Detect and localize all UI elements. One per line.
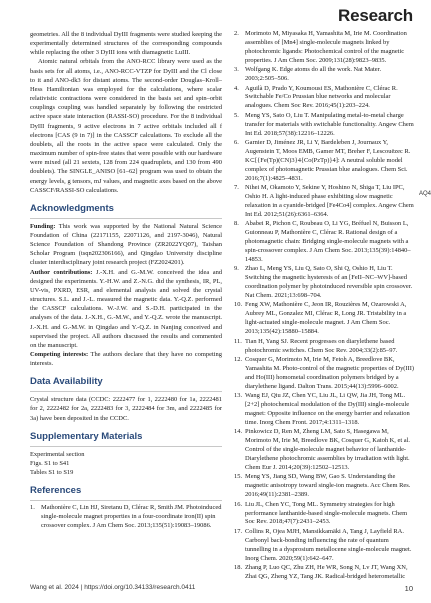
reference-number: 7. <box>234 184 239 192</box>
section-divider <box>30 500 222 501</box>
reference-number: 9. <box>234 265 239 273</box>
reference-item <box>234 184 414 220</box>
supp-item: Experimental section <box>30 450 85 458</box>
author-query-tag: AQ4 <box>419 191 431 197</box>
reference-text: Wolfgang K. Edge atoms do all the work. Nat Mater. 2003;2:505–506. <box>245 66 382 83</box>
data-availability-text: Crystal structure data (CCDC: 2222477 for 1, 2222480 for 1a, 2222481 for 2, 2222482 for 2a, 2222483 for 3, 2222484 for 3m, and 2222485 for 3a) have been deposited in the CCDC. <box>30 396 222 422</box>
reference-number: 4. <box>234 84 239 92</box>
competing-interests-label: Competing interests: <box>30 351 89 358</box>
reference-item <box>234 112 414 139</box>
reference-text: Zhang P, Luo QC, Zhu ZH, He WR, Song N, Lv JT, Wang XN, Zhai QG, Zheng YZ, Tang JK. Radical-bridged heterometallic <box>245 564 408 580</box>
contributions-text: J.-X.H. and G.-M.W. conceived the idea and designed the experiments. Y.-H.W. and Z.-N.G. did the synthesis, IR, PL, UV-vis, PXRD, ESR, and elemental analysis and solved the crystal structures. S.L. and J.-L. measured the magnetic data. Y.-Q.Z. performed the CASSCF calculations. W.-J.W. and S.-D.H. participated in the analyses of the data. J.-X.H., G.-M.W., and Y.-Q.Z. wrote the manuscript. J.-X.H. and G.-M.W. in Qingdao and Y.-Q.Z. in Nanjing conceived and supervised the project. All authors discussed the results and commented on the manuscript. <box>30 268 223 349</box>
reference-number: 8. <box>234 220 239 228</box>
section-heading-supplementary: Supplementary Materials <box>30 430 143 442</box>
reference-text: Tian H, Yang SJ. Recent progresses on diarylethene based photochromic switches. Chem Soc Rev. 2004;33(2):85–97. <box>245 337 398 354</box>
reference-item <box>234 265 414 301</box>
section-divider <box>30 391 222 392</box>
competing-interests-paragraph <box>30 350 222 368</box>
section-divider <box>30 218 222 219</box>
reference-item <box>234 139 414 183</box>
reference-number: 2. <box>234 30 239 37</box>
reference-text: Garnier D, Jiménez JR, Li Y, Bardeleben J, Journaux Y, Augenstein T, Moos EMB, Gamer MT, Breher F, Lescouëzec R. K⊂[{Fe(Tp)(CN)3}4{Co(PzTp)}4]: A neutral soluble model complex of photomagnetic Prussian blue analogues. Chem Sci. 2016;7(1):4825–4831. <box>245 139 411 182</box>
journal-title: Research <box>338 6 413 25</box>
reference-item <box>234 66 414 84</box>
reference-text: Pinkowicz D, Ren M, Zheng LM, Sato S, Hasegawa M, Morimoto M, Irie M, Breedlove BK, Cosquer G, Katoh K, et al. Control of the single-molecule magnet behavior of lanthanide-Diarylethene photochromic assemblies by irradiation with light. Chem Eur J. 2014;20(39):12502–12513. <box>245 428 411 471</box>
reference-text: Collins R, Ojea MJH, Mansikkamäki A, Tang J, Layfield RA. Carbonyl back-bonding influencing the rate of quantum tunnelling in a dysprosium metallocene single-molecule magnet. Inorg Chem. 2020;59(1):642–647. <box>245 527 412 562</box>
section-heading-references: References <box>30 485 82 497</box>
page-footer <box>30 584 413 593</box>
reference-item <box>234 528 414 564</box>
section-divider <box>30 446 222 447</box>
right-column <box>234 30 414 582</box>
body-paragraph: geometries. All the 8 individual DyIII fragments were studied keeping the experimentally determined structures of the corresponding compounds while replacing the other 3 DyIII ions with diamagnetic LuIII. <box>30 31 222 57</box>
footer-citation[interactable]: Wang et al. 2024 | https://doi.org/10.34133/research.0411 <box>30 584 196 591</box>
reference-number: 6. <box>234 139 239 147</box>
funding-text: This work was supported by the National Natural Science Foundation of China (22171155, 22071126, and 2197-3046), Natural Science Foundation of Shandong Province (ZR2022YQ07), Taishan Scholar Program (tsqn202306166), and Qingdao University discipline cluster interdisciplinary joint research project (FZ2024201). <box>30 222 222 267</box>
reference-text: Wang EJ, Qiu JZ, Chen YC, Liu JL, Li QW, Jia JH, Tong ML. [2+2] photochemical modulation of the Dy(III) single-molecule magnet: Opposite influence on the energy barrier and relaxation time. Inorg Chem Front. 2017;4:1311–1318. <box>245 392 410 426</box>
reference-item <box>234 564 414 582</box>
page-number: 10 <box>404 584 413 593</box>
reference-item <box>234 301 414 337</box>
reference-text: Ababei R, Pichon C, Roubeau O, Li YG, Bréfuel N, Buisson L, Guionneau P, Mathonière C, Clérac R. Rational design of a photomagnetic chain: Bridging single-molecule magnets with a spin-crossover complex. J Am Chem Soc. 2013;135(39):14840–14853. <box>245 220 411 263</box>
reference-item <box>234 30 414 66</box>
reference-text: Liu JL, Chen YC, Tong ML. Symmetry strategies for high performance lanthanide-based single-molecule magnets. Chem Soc Rev. 2018;47(7):2431–2453. <box>245 500 408 526</box>
competing-interests-text: The authors declare that they have no competing interests. <box>30 351 222 368</box>
reference-list <box>234 30 414 582</box>
reference-number: 3. <box>234 66 239 74</box>
reference-text: Zhao L, Meng YS, Liu Q, Sato O, Shi Q, Oshio H, Liu T. Switching the magnetic hysteresis of an [FeII–NC–WV]-based coordination polymer by photoinduced reversible spin crossover. Nat Chem. 2021;13:698–704. <box>245 265 413 299</box>
reference-text: Meng YS, Sato O, Liu T. Manipulating metal-to-metal charge transfer for materials with switchable functionality. Angew Chem Int Ed. 2018;57(38):12216–12226. <box>245 111 414 137</box>
section-heading-acknowledgments: Acknowledgments <box>30 202 114 214</box>
reference-text: Morimoto M, Miyasaka H, Yamashita M, Irie M. Coordination assemblies of [Mn4] single-molecule magnets linked by photochromic ligands: Photochemical control of the magnetic properties. J Am Chem Soc. 2009;131(28):9823–9835. <box>245 30 407 64</box>
contributions-paragraph <box>30 268 222 350</box>
reference-number: 12. <box>234 356 243 363</box>
reference-item <box>234 356 414 392</box>
reference-number: 18. <box>234 564 243 572</box>
reference-number: 5. <box>234 111 239 119</box>
reference-text: Meng YS, Jiang SD, Wang BW, Gao S. Understanding the magnetic anisotropy toward single-ion magnets. Acc Chem Res. 2016;49(11):2381–2389. <box>245 473 411 499</box>
reference-item <box>234 392 414 428</box>
reference-text: Aguilà D, Prado Y, Koumousi ES, Mathonière C, Clérac R. Switchable Fe/Co Prussian blue networks and molecular analogues. Chem Soc Rev. 2016;45(1):203–224. <box>245 84 398 110</box>
reference-item <box>234 428 414 472</box>
reference-number: 16. <box>234 500 243 508</box>
left-column <box>30 30 222 582</box>
body-paragraph: Atomic natural orbitals from the ANO-RCC library were used as the basis sets for all atoms, i.e., ANO-RCC-VTZP for DyIII and the Cl close to it and ANO-dk3 for distant atoms. The second-order Douglas–Kroll–Hess Hamiltonian was employed for the calculations, where scalar relativistic contractions were considered in the basis set and spin–orbit couplings coupling was handled separately by following the restricted active space state interaction (RASSI-SO) procedure. For the 8 individual DyIII fragments, 9 active electrons in 7 active orbitals included all f electrons [CAS (9 in 7)] in the CASSCF calculations. To exclude all the doublets, all the roots in the active space were calculated. Only the maximum number of spin-free states that were possible with our hardware were mixed (all 21 sextets, 128 from 224 quadruplets, and 130 from 490 doublets). The SINGLE_ANISO [61–62] program was used to obtain the energy levels, g tensors, mJ values, and magnetic axes based on the above CASSCF/RASSI-SO calculations. <box>30 58 222 194</box>
reference-item <box>234 85 414 112</box>
reference-text: Nihei M, Okamoto Y, Sekine Y, Hoshino N, Shiga T, Liu IPC, Oshio H. A light-induced phase exhibiting slow magnetic relaxation in a cyanide-bridged [Fe4Co4] complex. Angew Chem Int Ed. 2012;51(26):6361–6364. <box>245 184 414 218</box>
section-heading-data-availability: Data Availability <box>30 376 103 388</box>
supp-item: Tables S1 to S19 <box>30 469 74 477</box>
reference-number: 13. <box>234 392 243 400</box>
reference-item <box>234 501 414 528</box>
reference-number: 17. <box>234 527 243 535</box>
reference-item <box>234 220 414 264</box>
reference-number: 14. <box>234 428 243 436</box>
reference-number: 10. <box>234 301 243 309</box>
reference-text: Feng XW, Mathonière C, Jeon IR, Rouzières M, Ozarowski A, Aubrey ML, Gonzalez MI, Clérac R, Long JR. Tristability in a light-actuated single-molecule magnet. J Am Chem Soc. 2013;135(42):15880–15884. <box>245 301 407 336</box>
reference-number: 11. <box>234 337 242 345</box>
contributions-label: Author contributions: <box>30 268 93 276</box>
reference-text: Mathonière C, Lin HJ, Siretanu D, Clérac R, Smith JM. Photoinduced single-molecule magnet properties in a four-coordinate iron(II) spin crossover complex. J Am Chem Soc. 2013;135(51):19083–19086. <box>41 504 222 530</box>
reference-item <box>234 338 414 356</box>
supp-item: Figs. S1 to S41 <box>30 459 70 467</box>
funding-label: Funding: <box>30 222 56 230</box>
reference-text: Cosquer G, Morimoto M, Irie M, Fetoh A, Breedlove BK, Yamashita M. Photo-control of the magnetic properties of Dy(III) and Ho(III) homometal coordination polymers bridged by a diarylethene ligand. Dalton Trans. 2015;44(13):5996–6002. <box>245 356 415 390</box>
reference-number: 15. <box>234 473 243 481</box>
reference-number: 1. <box>30 504 35 512</box>
reference-item <box>234 473 414 500</box>
reference-item <box>30 504 222 531</box>
funding-paragraph <box>30 222 222 268</box>
